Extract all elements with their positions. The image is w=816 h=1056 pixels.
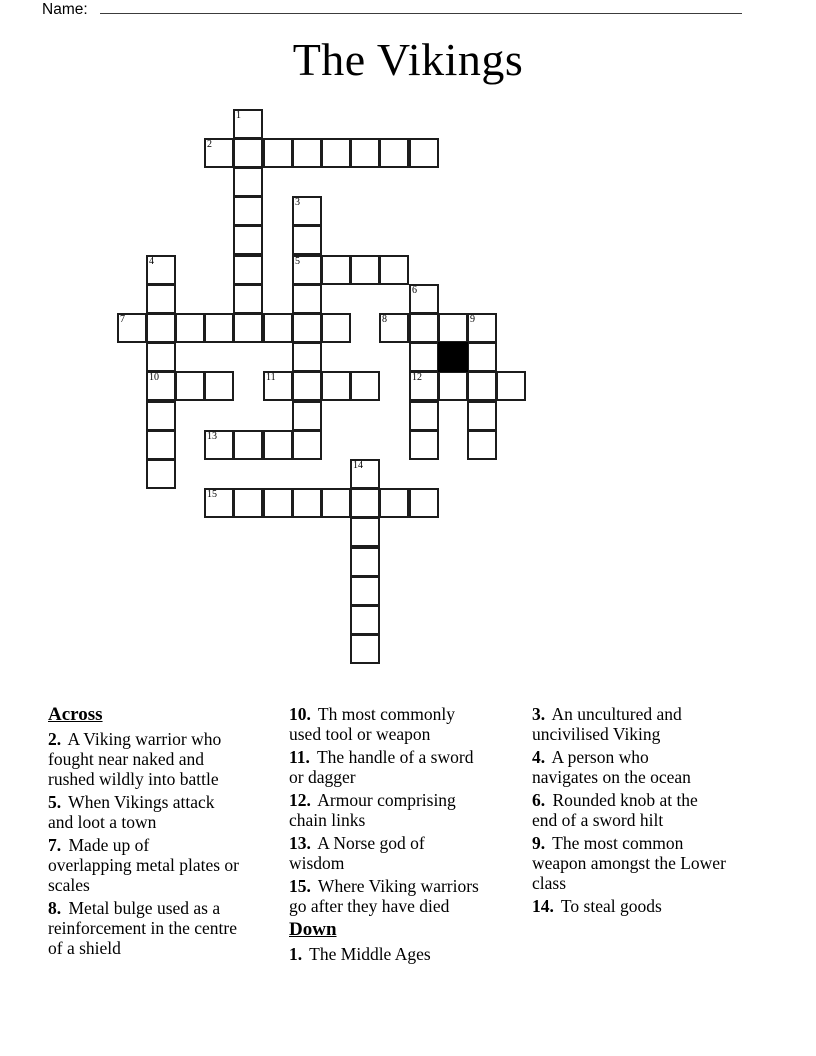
grid-cell[interactable] [292,430,322,460]
grid-cell[interactable] [146,459,176,489]
grid-cell[interactable] [204,313,234,343]
clue-number: 4. [532,747,546,767]
grid-cell[interactable] [467,401,497,431]
cell-number: 9 [470,314,475,325]
grid-cell[interactable] [379,255,409,285]
grid-cell[interactable] [409,401,439,431]
grid-cell[interactable] [321,255,351,285]
grid-cell[interactable] [292,284,322,314]
grid-cell[interactable] [321,371,351,401]
cell-number: 4 [149,256,154,267]
clue-across-7: 7. Made up of overlapping metal plates or scales [48,835,239,895]
grid-cell[interactable] [146,401,176,431]
grid-cell[interactable] [146,371,176,401]
grid-cell[interactable] [204,371,234,401]
grid-cell[interactable] [321,488,351,518]
grid-cell[interactable] [263,488,293,518]
grid-cell[interactable] [350,576,380,606]
grid-cell[interactable] [350,255,380,285]
grid-cell[interactable] [409,138,439,168]
clue-down-6: 6. Rounded knob at the end of a sword hilt [532,790,698,830]
cell-number: 15 [207,489,217,500]
grid-cell[interactable] [263,313,293,343]
clue-down-3: 3. An uncultured and uncivilised Viking [532,704,682,744]
clue-number: 1. [289,944,303,964]
grid-cell[interactable] [467,313,497,343]
grid-cell[interactable] [146,342,176,372]
grid-cell[interactable] [467,430,497,460]
grid-cell[interactable] [292,371,322,401]
cell-number: 3 [295,197,300,208]
cell-number: 1 [236,110,241,121]
clue-across-12: 12. Armour comprising chain links [289,790,456,830]
grid-cell[interactable] [233,225,263,255]
clue-across-10: 10. Th most commonly used tool or weapon [289,704,456,744]
name-label: Name: [42,1,88,18]
grid-cell[interactable] [292,488,322,518]
clue-across-13: 13. A Norse god of wisdom [289,833,425,873]
cell-number: 6 [412,285,417,296]
grid-cell[interactable] [467,371,497,401]
grid-cell[interactable] [263,138,293,168]
grid-cell[interactable] [467,342,497,372]
down-header: Down [289,919,337,940]
clue-number: 8. [48,898,62,918]
grid-cell[interactable] [409,430,439,460]
cell-number: 5 [295,256,300,267]
grid-cell[interactable] [379,138,409,168]
grid-cell[interactable] [233,196,263,226]
clue-number: 2. [48,729,62,749]
clue-number: 12. [289,790,311,810]
cell-number: 13 [207,431,217,442]
grid-cell[interactable] [233,138,263,168]
clue-down-14: 14. To steal goods [532,896,662,916]
clue-across-2: 2. A Viking warrior who fought near naked and rushed wildly into battle [48,729,222,789]
grid-cell[interactable] [292,225,322,255]
grid-cell[interactable] [292,255,322,285]
grid-cell[interactable] [350,371,380,401]
clue-number: 10. [289,704,311,724]
grid-cell[interactable] [263,371,293,401]
grid-cell[interactable] [175,371,205,401]
cell-number: 8 [382,314,387,325]
grid-cell[interactable] [292,138,322,168]
grid-cell[interactable] [496,371,526,401]
clues-column-across [48,704,284,961]
clue-down-4: 4. A person who navigates on the ocean [532,747,691,787]
grid-cell[interactable] [233,488,263,518]
grid-cell[interactable] [321,313,351,343]
grid-cell[interactable] [350,138,380,168]
clue-number: 6. [532,790,546,810]
grid-cell[interactable] [350,634,380,664]
grid-cell[interactable] [409,371,439,401]
clue-number: 3. [532,704,546,724]
grid-cell[interactable] [146,313,176,343]
grid-cell[interactable] [409,342,439,372]
grid-cell[interactable] [175,313,205,343]
grid-cell[interactable] [350,547,380,577]
cell-number: 2 [207,139,212,150]
grid-cell[interactable] [263,430,293,460]
grid-cell[interactable] [292,313,322,343]
clue-number: 15. [289,876,311,896]
clue-number: 7. [48,835,62,855]
grid-cell[interactable] [204,430,234,460]
grid-cell[interactable] [146,255,176,285]
clue-down-9: 9. The most common weapon amongst the Lower class [532,833,726,893]
grid-cell[interactable] [146,284,176,314]
grid-cell[interactable] [233,167,263,197]
grid-cell[interactable] [438,371,468,401]
clue-across-8: 8. Metal bulge used as a reinforcement in the centre of a shield [48,898,237,958]
grid-cell[interactable] [204,488,234,518]
grid-cell[interactable] [409,313,439,343]
grid-cell[interactable] [379,488,409,518]
clues-column-middle [289,704,517,967]
clue-across-5: 5. When Vikings attack and loot a town [48,792,215,832]
grid-cell[interactable] [117,313,147,343]
cell-number: 14 [353,460,363,471]
page-title: The Vikings [292,34,524,85]
clue-number: 5. [48,792,62,812]
grid-cell[interactable] [146,430,176,460]
grid-cell[interactable] [350,488,380,518]
clue-number: 11. [289,747,310,767]
grid-cell[interactable] [233,430,263,460]
grid-cell[interactable] [409,284,439,314]
clue-number: 9. [532,833,546,853]
grid-cell[interactable] [292,401,322,431]
clue-number: 13. [289,833,311,853]
cell-number: 11 [266,372,276,383]
grid-cell[interactable] [350,459,380,489]
clues-column-down [532,704,780,919]
grid-cell[interactable] [379,313,409,343]
cell-number: 10 [149,372,159,383]
grid-cell[interactable] [233,255,263,285]
grid-cell[interactable] [409,488,439,518]
grid-cell[interactable] [438,313,468,343]
grid-cell-black [438,342,468,372]
grid-cell[interactable] [350,517,380,547]
cell-number: 12 [412,372,422,383]
cell-number: 7 [120,314,125,325]
across-header: Across [48,704,103,725]
grid-cell[interactable] [204,138,234,168]
grid-cell[interactable] [292,342,322,372]
clue-number: 14. [532,896,554,916]
grid-cell[interactable] [292,196,322,226]
grid-cell[interactable] [350,605,380,635]
clue-across-15: 15. Where Viking warriors go after they have died [289,876,479,916]
grid-cell[interactable] [233,313,263,343]
grid-cell[interactable] [233,284,263,314]
grid-cell[interactable] [233,109,263,139]
clue-down-1: 1. The Middle Ages [289,944,431,964]
clue-across-11: 11. The handle of a sword or dagger [289,747,474,787]
grid-cell[interactable] [321,138,351,168]
